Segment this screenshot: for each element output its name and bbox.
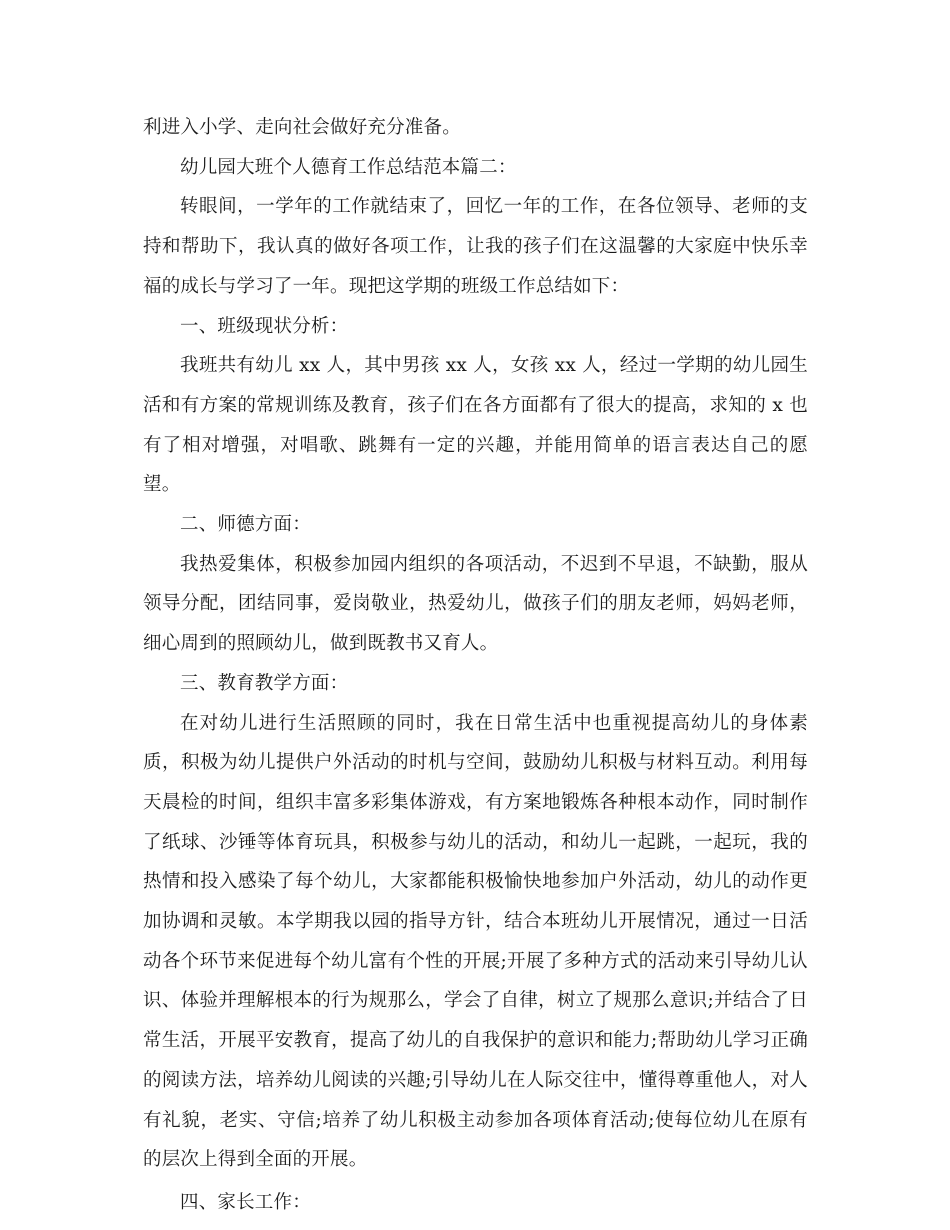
heading-class-status: 一、班级现状分析：	[180, 315, 349, 337]
teacher-ethics-paragraph: 我热爱集体，积极参加园内组织的各项活动，不迟到不早退，不缺勤，服从领导分配，团结同事，爱岗敬业，热爱幼儿，做孩子们的朋友老师，妈妈老师，细心周到的照顾幼儿，做到既教书又育人。	[143, 553, 808, 655]
continuation-paragraph: 利进入小学、走向社会做好充分准备。	[143, 117, 461, 138]
class-status-paragraph: 我班共有幼儿 xx 人，其中男孩 xx 人，女孩 xx 人，经过一学期的幼儿园生活和有方案的常规训练及教育，孩子们在各方面都有了很大的提高，求知的 x 也有了相对增强，对唱歌、跳舞有一定的兴趣，并能用简单的语言表达自己的愿望。	[143, 355, 808, 496]
heading-parent-work: 四、家长工作：	[180, 1191, 311, 1213]
section-title: 幼儿园大班个人德育工作总结范本篇二：	[180, 156, 517, 178]
heading-teaching: 三、教育教学方面：	[180, 672, 349, 694]
teaching-paragraph: 在对幼儿进行生活照顾的同时，我在日常生活中也重视提高幼儿的身体素质，积极为幼儿提供户外活动的时机与空间，鼓励幼儿积极与材料互动。利用每天晨检的时间，组织丰富多彩集体游戏，有方案地锻炼各种根本动作，同时制作了纸球、沙锤等体育玩具，积极参与幼儿的活动，和幼儿一起跳，一起玩，我的热情和投入感染了每个幼儿，大家都能积极愉快地参加户外活动，幼儿的动作更加协调和灵敏。本学期我以园的指导方针，结合本班幼儿开展情况，通过一日活动各个环节来促进每个幼儿富有个性的开展;开展了多种方式的活动来引导幼儿认识、体验并理解根本的行为规那么，学会了自律，树立了规那么意识;并结合了日常生活，开展平安教育，提高了幼儿的自我保护的意识和能力;帮助幼儿学习正确的阅读方法，培养幼儿阅读的兴趣;引导幼儿在人际交往中，懂得尊重他人，对人有礼貌，老实、守信;培养了幼儿积极主动参加各项体育活动;使每位幼儿在原有的层次上得到全面的开展。	[143, 712, 808, 1171]
intro-paragraph: 转眼间，一学年的工作就结束了，回忆一年的工作，在各位领导、老师的支持和帮助下，我认真的做好各项工作，让我的孩子们在这温馨的大家庭中快乐幸福的成长与学习了一年。现把这学期的班级工作总结如下：	[143, 196, 808, 297]
heading-teacher-ethics: 二、师德方面：	[180, 514, 311, 536]
document-body	[143, 108, 808, 1223]
